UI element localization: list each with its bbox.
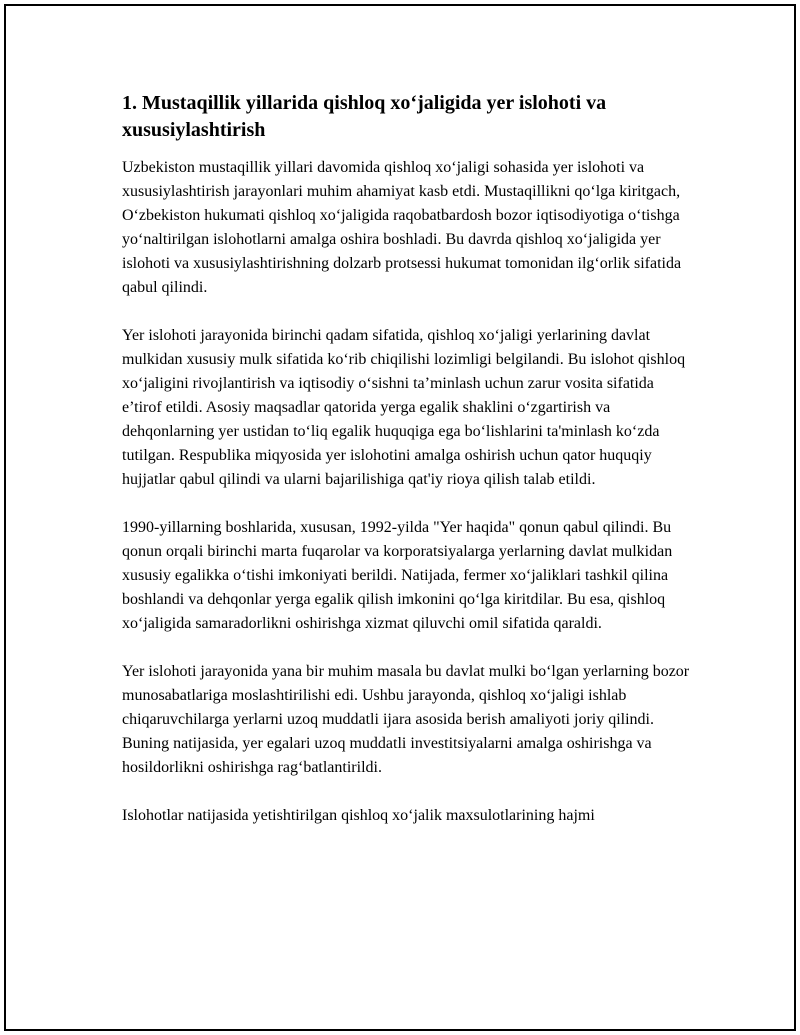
document-page [4,4,796,1031]
paragraph-3: 1990-yillarning boshlarida, xususan, 1992-yilda "Yer haqida" qonun qabul qilindi. Bu qonun orqali birinchi marta fuqarolar va korporatsiyalarga yerlarning davlat mulkidan xususiy egalikka o‘tishi imkoniyati berildi. Natijada, fermer xo‘jaliklari tashkil qilina boshlandi va dehqonlar yerga egalik qilish imkonini qo‘lga kiritdilar. Bu esa, qishloq xo‘jaligida samaradorlikni oshirishga xizmat qiluvchi omil sifatida qaraldi. [122,519,673,632]
paragraph-1: Uzbekiston mustaqillik yillari davomida qishloq xo‘jaligi sohasida yer islohoti va xususiylashtirish jarayonlari muhim ahamiyat kasb etdi. Mustaqillikni qo‘lga kiritgach, O‘zbekiston hukumati qishloq xo‘jaligida raqobatbardosh bozor iqtisodiyotiga o‘tishga yo‘naltirilgan islohotlarni amalga oshira boshladi. Bu davrda qishloq xo‘jaligida yer islohoti va xususiylashtirishning dolzarb protsessi hukumat tomonidan ilg‘orlik sifatida qabul qilindi. [122,159,682,296]
paragraph-2: Yer islohoti jarayonida birinchi qadam sifatida, qishloq xo‘jaligi yerlarining davlat mulkidan xususiy mulk sifatida ko‘rib chiqilishi lozimligi belgilandi. Bu islohot qishloq xo‘jaligini rivojlantirish va iqtisodiy o‘sishni ta’minlash uchun zarur vosita sifatida e’tirof etildi. Asosiy maqsadlar qatorida yerga egalik shaklini o‘zgartirish va dehqonlarning yer ustidan to‘liq egalik huquqiga ega bo‘lishlarini ta'minlash ko‘zda tutilgan. Respublika miqyosida yer islohotini amalga oshirish uchun qator huquqiy hujjatlar qabul qilindi va ularni bajarilishiga qat'iy rioya qilish talab etildi. [122,327,686,488]
document-body [122,90,694,852]
paragraph-5: Islohotlar natijasida yetishtirilgan qishloq xo‘jalik maxsulotlarining hajmi [122,807,595,824]
paragraph-4: Yer islohoti jarayonida yana bir muhim masala bu davlat mulki bo‘lgan yerlarning bozor munosabatlariga moslashtirilishi edi. Ushbu jarayonda, qishloq xo‘jaligi ishlab chiqaruvchilarga yerlarni uzoq muddatli ijara asosida berish amaliyoti joriy qilindi. Buning natijasida, yer egalari uzoq muddatli investitsiyalarni amalga oshirishga va hosildorlikni oshirishga rag‘batlantirildi. [122,663,690,776]
section-heading: 1. Mustaqillik yillarida qishloq xo‘jaligida yer islohoti va xususiylashtirish [122,92,607,141]
